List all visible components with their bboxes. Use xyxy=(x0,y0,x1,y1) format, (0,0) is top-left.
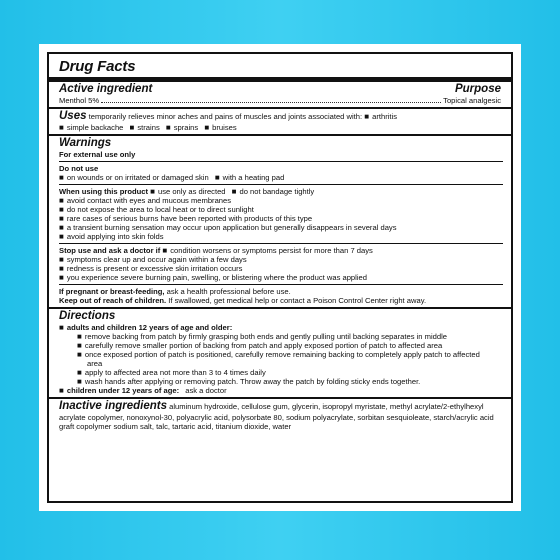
warning-item: ■ avoid applying into skin folds xyxy=(59,232,497,241)
pregnancy-warning xyxy=(59,287,501,296)
uses-item: ■ sprains xyxy=(166,123,198,132)
active-ingredient-row xyxy=(59,96,501,105)
active-header-row xyxy=(59,83,501,96)
stop-use-block xyxy=(59,246,501,282)
uses-item: ■ simple backache xyxy=(59,123,123,132)
uses-section xyxy=(59,110,501,132)
divider xyxy=(59,243,503,244)
drug-facts-card xyxy=(39,44,521,511)
uses-item: ■ strains xyxy=(130,123,160,132)
active-ingredient-value: Menthol 5% xyxy=(59,96,100,105)
direction-item: ■ wash hands after applying or removing patch. Throw away the patch by folding sticky ends together. xyxy=(59,377,497,386)
do-not-use-items xyxy=(59,173,501,182)
stop-use-heading: Stop use and ask a doctor if xyxy=(59,246,161,255)
keep-out-label: Keep out of reach of children. xyxy=(59,296,167,305)
warning-item: ■ with a heating pad xyxy=(215,173,284,182)
divider xyxy=(49,107,511,109)
warning-item: ■ redness is present or excessive skin irritation occurs xyxy=(59,264,497,273)
warnings-section xyxy=(59,137,501,305)
warning-item: ■ condition worsens or symptoms persist for more than 7 days xyxy=(162,246,372,255)
directions-section xyxy=(59,310,501,395)
dot-leader xyxy=(101,102,441,103)
uses-item: ■ bruises xyxy=(204,123,236,132)
drug-facts-title: Drug Facts xyxy=(59,58,136,75)
when-using-block xyxy=(59,187,501,241)
direction-item: ■ remove backing from patch by firmly grasping both ends and gently pulling until backing separates in middle xyxy=(59,332,497,341)
warning-item: ■ a transient burning sensation may occur upon application but generally disappears in several days xyxy=(59,223,497,232)
children-text: ask a doctor xyxy=(185,386,227,395)
uses-heading: Uses xyxy=(59,110,87,122)
warning-item: ■ you experience severe burning pain, swelling, or blistering where the product was applied xyxy=(59,273,497,282)
uses-text: temporarily relieves minor aches and pains of muscles and joints associated with: xyxy=(88,112,363,121)
warning-item: ■ do not bandage tightly xyxy=(232,187,315,196)
purpose-heading: Purpose xyxy=(454,83,501,95)
direction-item: ■ once exposed portion of patch is positioned, carefully remove remaining backing to completely apply patch to affected area xyxy=(59,350,497,368)
directions-adults-label: ■ adults and children 12 years of age and older: xyxy=(59,323,497,332)
warning-item: ■ rare cases of serious burns have been reported with products of this type xyxy=(59,214,497,223)
warning-item: ■ on wounds or on irritated or damaged skin xyxy=(59,173,209,182)
warnings-heading: Warnings xyxy=(59,137,112,149)
divider xyxy=(59,184,503,185)
external-use-text: For external use only xyxy=(59,150,136,159)
keep-out-text: If swallowed, get medical help or contact a Poison Control Center right away. xyxy=(168,296,427,305)
divider xyxy=(49,134,511,136)
warning-item: ■ avoid contact with eyes and mucous membranes xyxy=(59,196,497,205)
inactive-section xyxy=(59,400,501,431)
pregnancy-text: ask a health professional before use. xyxy=(166,287,291,296)
warning-item: ■ do not expose the area to local heat or to direct sunlight xyxy=(59,205,497,214)
divider xyxy=(59,161,503,162)
when-using-heading: When using this product xyxy=(59,187,149,196)
divider xyxy=(49,77,511,82)
pregnancy-label: If pregnant or breast-feeding, xyxy=(59,287,165,296)
do-not-use-heading: Do not use xyxy=(59,164,99,173)
children-label: ■ children under 12 years of age: xyxy=(59,386,179,395)
divider xyxy=(49,307,511,309)
direction-item: ■ apply to affected area not more than 3 to 4 times daily xyxy=(59,368,497,377)
inactive-heading: Inactive ingredients xyxy=(59,400,168,412)
children-warning xyxy=(59,296,501,305)
warning-item: ■ symptoms clear up and occur again within a few days xyxy=(59,255,497,264)
divider xyxy=(59,284,503,285)
divider xyxy=(49,397,511,399)
warning-item: ■ use only as directed xyxy=(150,187,225,196)
drug-facts-panel xyxy=(47,52,513,503)
active-ingredient-heading: Active ingredient xyxy=(59,83,153,95)
uses-item: ■ arthritis xyxy=(364,112,397,121)
inactive-text: aluminum hydroxide, cellulose gum, glycerin, isopropyl myristate, methyl acrylate/2-ethylhexyl acrylate copolymer, nonoxynol-30, polyacrylic acid, polysorbate 80, sodium polyacrylate, sorbitan sesquioleate, starch/acrylic acid graft copolymer sodium salt, talc, tartaric acid, titanium dioxide, water xyxy=(59,402,494,431)
purpose-value: Topical analgesic xyxy=(443,96,501,105)
directions-children xyxy=(59,386,501,395)
directions-heading: Directions xyxy=(59,310,116,322)
direction-item: ■ carefully remove smaller portion of backing from patch and apply exposed portion of patch to affected area xyxy=(59,341,497,350)
